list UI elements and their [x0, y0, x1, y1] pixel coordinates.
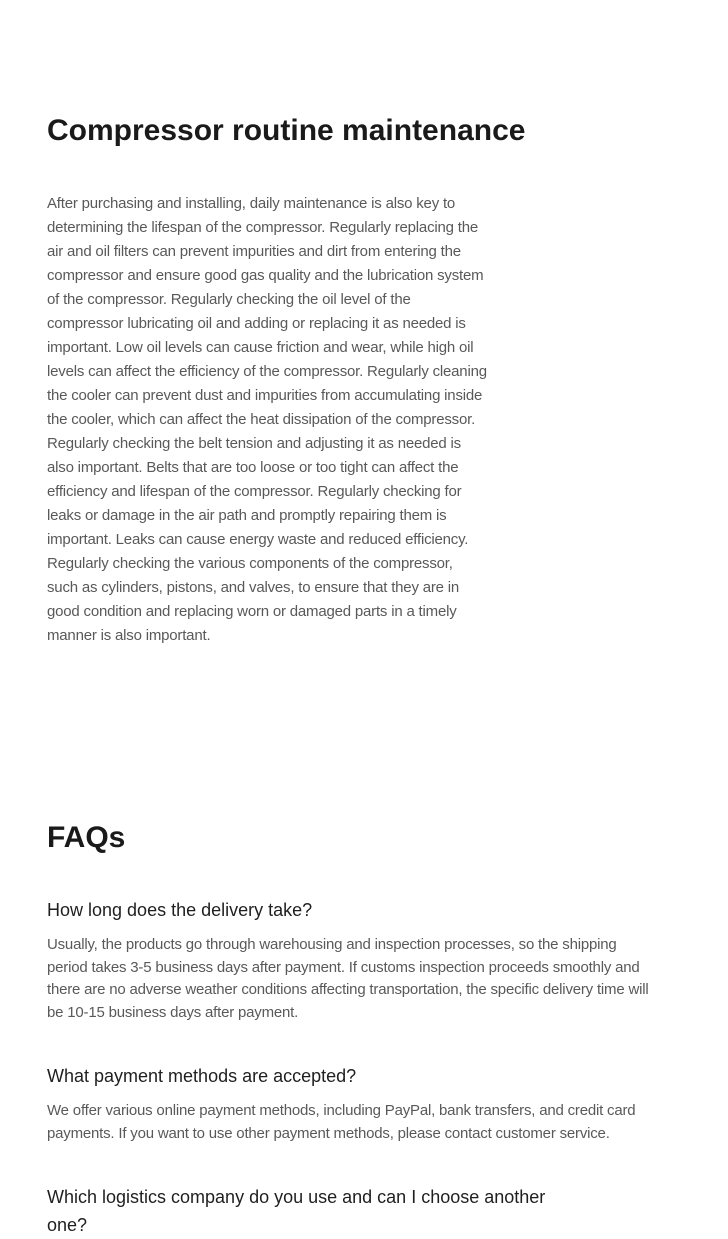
faq-section-title: FAQs	[47, 821, 126, 854]
faq-answer-payment-methods: We offer various online payment methods, including PayPal, bank transfers, and credit card payments. If you want to use other payment methods, please contact customer service.	[47, 1102, 636, 1142]
faq-section	[47, 820, 728, 1239]
faq-item-payment-methods	[47, 1062, 728, 1145]
faq-question-logistics-company: Which logistics company do you use and can I choose another one?	[47, 1187, 546, 1235]
faq-answer-delivery-time: Usually, the products go through warehousing and inspection processes, so the shipping period takes 3-5 business days after payment. If customs inspection proceeds smoothly and there are no adverse weather conditions affecting transportation, the specific delivery time will be 10-15 business days after payment.	[47, 936, 649, 1021]
article-section	[47, 113, 728, 648]
faq-item-delivery-time	[47, 896, 728, 1024]
faq-item-logistics-company	[47, 1183, 728, 1239]
article-title: Compressor routine maintenance	[47, 114, 526, 147]
faq-question-payment-methods: What payment methods are accepted?	[47, 1066, 357, 1086]
article-body-text: After purchasing and installing, daily maintenance is also key to determining the lifespan of the compressor. Regularly replacing the air and oil filters can prevent impurities and dirt from entering the compressor and ensure good gas quality and the lubrication system of the compressor. Regularly checking the oil level of the compressor lubricating oil and adding or replacing it as needed is important. Low oil levels can cause friction and wear, while high oil levels can affect the efficiency of the compressor. Regularly cleaning the cooler can prevent dust and impurities from accumulating inside the cooler, which can affect the heat dissipation of the compressor. Regularly checking the belt tension and adjusting it as needed is also important. Belts that are too loose or too tight can affect the efficiency and lifespan of the compressor. Regularly checking for leaks or damage in the air path and promptly repairing them is important. Leaks can cause energy waste and reduced efficiency. Regularly checking the various components of the compressor, such as cylinders, pistons, and valves, to ensure that they are in good condition and replacing worn or damaged parts in a timely manner is also important.	[47, 195, 487, 644]
faq-question-delivery-time: How long does the delivery take?	[47, 900, 313, 920]
